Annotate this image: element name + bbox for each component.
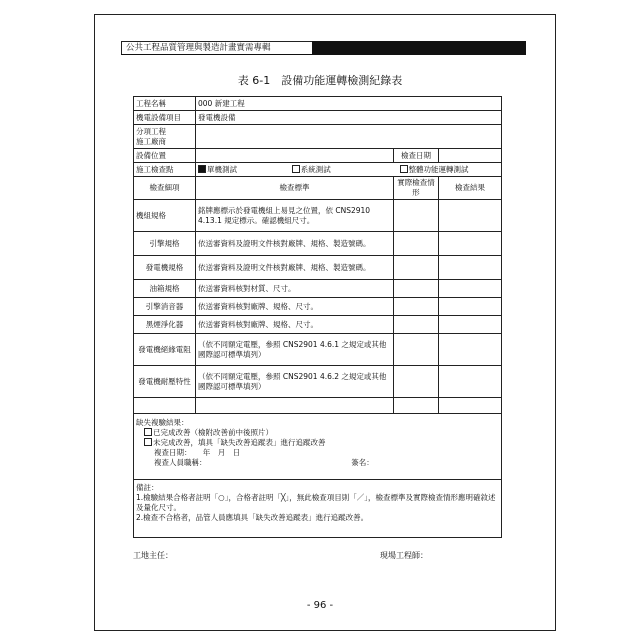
row-item: 油箱規格 bbox=[134, 280, 196, 298]
header-bar bbox=[312, 41, 526, 54]
row-result bbox=[439, 232, 502, 256]
row-standard: 依送審資料及證明文件核對廠牌、規格、製造號碼。 bbox=[196, 232, 394, 256]
row-result bbox=[439, 200, 502, 232]
col-header-standard: 檢查標準 bbox=[196, 177, 394, 200]
row-standard: （依不同額定電壓，參照 CNS2901 4.6.1 之規定或其他國際認可標準填列） bbox=[196, 334, 394, 366]
row-actual bbox=[394, 200, 439, 232]
defect-option-1: 已完成改善（檢附改善前中後照片） bbox=[153, 428, 273, 437]
row-result bbox=[439, 398, 502, 414]
check-option-2: 系統測試 bbox=[300, 164, 331, 174]
table-row bbox=[134, 398, 502, 414]
row-actual bbox=[394, 232, 439, 256]
defect-option bbox=[136, 428, 499, 438]
recheck-row bbox=[136, 458, 499, 468]
sub-project-contractor-label bbox=[134, 125, 196, 149]
unchecked-box-icon bbox=[292, 165, 300, 173]
note-2: 2.檢查不合格者，品管人員應填具「缺失改善追蹤表」進行追蹤改善。 bbox=[136, 513, 369, 522]
checked-box-icon bbox=[198, 165, 206, 173]
notes-title: 備註： bbox=[136, 483, 159, 492]
row-actual bbox=[394, 298, 439, 316]
unchecked-box-icon bbox=[144, 438, 152, 446]
row-standard: 依送審資料核對材質、尺寸。 bbox=[196, 280, 394, 298]
inspection-form bbox=[133, 96, 502, 538]
row-item: 發電機規格 bbox=[134, 256, 196, 280]
row-result bbox=[439, 334, 502, 366]
site-director-label: 工地主任： bbox=[133, 551, 173, 560]
row-standard: 依送審資料核對廠牌、規格、尺寸。 bbox=[196, 316, 394, 334]
col-header-item: 檢查細項 bbox=[134, 177, 196, 200]
col-header-actual: 實際檢查情形 bbox=[394, 177, 439, 200]
location-value bbox=[196, 149, 394, 163]
table-caption: 表 6-1 設備功能運轉檢測紀錄表 bbox=[237, 74, 403, 87]
table-row bbox=[134, 298, 502, 316]
defect-option-2: 未完成改善，填具「缺失改善追蹤表」進行追蹤改善 bbox=[153, 438, 326, 447]
header-rule bbox=[121, 54, 526, 55]
row-item: 黑煙淨化器 bbox=[134, 316, 196, 334]
running-header: 公共工程品質管理與製造計畫實需專輯 bbox=[121, 41, 317, 55]
row-actual bbox=[394, 334, 439, 366]
check-option-3: 整體功能運轉測試 bbox=[408, 164, 469, 174]
row-result bbox=[439, 256, 502, 280]
row-standard: 銘牌應標示於發電機組上易見之位置，依 CNS2910 4.13.1 規定標示。確認機組尺寸。 bbox=[196, 200, 394, 232]
row-actual bbox=[394, 316, 439, 334]
check-option-1: 單機測試 bbox=[207, 164, 237, 174]
row-standard: （依不同額定電壓，參照 CNS2901 4.6.2 之規定或其他國際認可標準填列） bbox=[196, 366, 394, 398]
table-row bbox=[134, 334, 502, 366]
contractor-label: 施工廠商 bbox=[136, 136, 166, 146]
equipment-item-label: 機電設備項目 bbox=[134, 111, 196, 125]
row-actual bbox=[394, 256, 439, 280]
note-1: 1.檢驗結果合格者註明「○」，合格者註明「╳」，無此檢查項目則「／」，檢查標準及實際檢查情形應明確敘述及量化尺寸。 bbox=[136, 493, 496, 512]
check-point-label: 施工檢查點 bbox=[134, 163, 196, 177]
table-row bbox=[134, 200, 502, 232]
site-engineer-label: 現場工程師： bbox=[380, 551, 428, 560]
row-item: 發電機耐壓特性 bbox=[134, 366, 196, 398]
sub-project-value bbox=[196, 125, 502, 149]
table-row bbox=[134, 280, 502, 298]
row-actual bbox=[394, 366, 439, 398]
row-result bbox=[439, 280, 502, 298]
project-name-value: 000 新建工程 bbox=[196, 97, 502, 111]
col-header-result: 檢查結果 bbox=[439, 177, 502, 200]
notes-section bbox=[134, 480, 502, 538]
table-row bbox=[134, 256, 502, 280]
row-item bbox=[134, 398, 196, 414]
sub-project-label: 分項工程 bbox=[136, 126, 166, 136]
check-point-options bbox=[196, 163, 502, 177]
defect-option bbox=[136, 438, 499, 448]
page-number: - 96 - bbox=[306, 600, 334, 611]
table-row bbox=[134, 232, 502, 256]
date-value bbox=[439, 149, 502, 163]
row-item: 引擎規格 bbox=[134, 232, 196, 256]
project-name-label: 工程名稱 bbox=[134, 97, 196, 111]
signature-label: 簽名： bbox=[351, 458, 374, 467]
date-label: 檢查日期 bbox=[394, 149, 439, 163]
row-result bbox=[439, 366, 502, 398]
recheck-person: 複查人員職稱： bbox=[154, 458, 207, 467]
row-standard: 依送審資料及證明文件核對廠牌、規格、製造號碼。 bbox=[196, 256, 394, 280]
row-item: 引擎消音器 bbox=[134, 298, 196, 316]
row-actual bbox=[394, 398, 439, 414]
row-result bbox=[439, 316, 502, 334]
row-result bbox=[439, 298, 502, 316]
row-item: 發電機絕緣電阻 bbox=[134, 334, 196, 366]
table-row bbox=[134, 366, 502, 398]
recheck-date: 複查日期： 年 月 日 bbox=[154, 448, 241, 457]
equipment-item-value: 發電機設備 bbox=[196, 111, 502, 125]
defect-title: 缺失複驗結果： bbox=[136, 418, 189, 427]
defect-section bbox=[134, 414, 502, 480]
unchecked-box-icon bbox=[144, 428, 152, 436]
unchecked-box-icon bbox=[400, 165, 408, 173]
row-actual bbox=[394, 280, 439, 298]
location-label: 設備位置 bbox=[134, 149, 196, 163]
row-standard bbox=[196, 398, 394, 414]
row-item: 機組規格 bbox=[134, 200, 196, 232]
row-standard: 依送審資料核對廠牌、規格、尺寸。 bbox=[196, 298, 394, 316]
table-row bbox=[134, 316, 502, 334]
